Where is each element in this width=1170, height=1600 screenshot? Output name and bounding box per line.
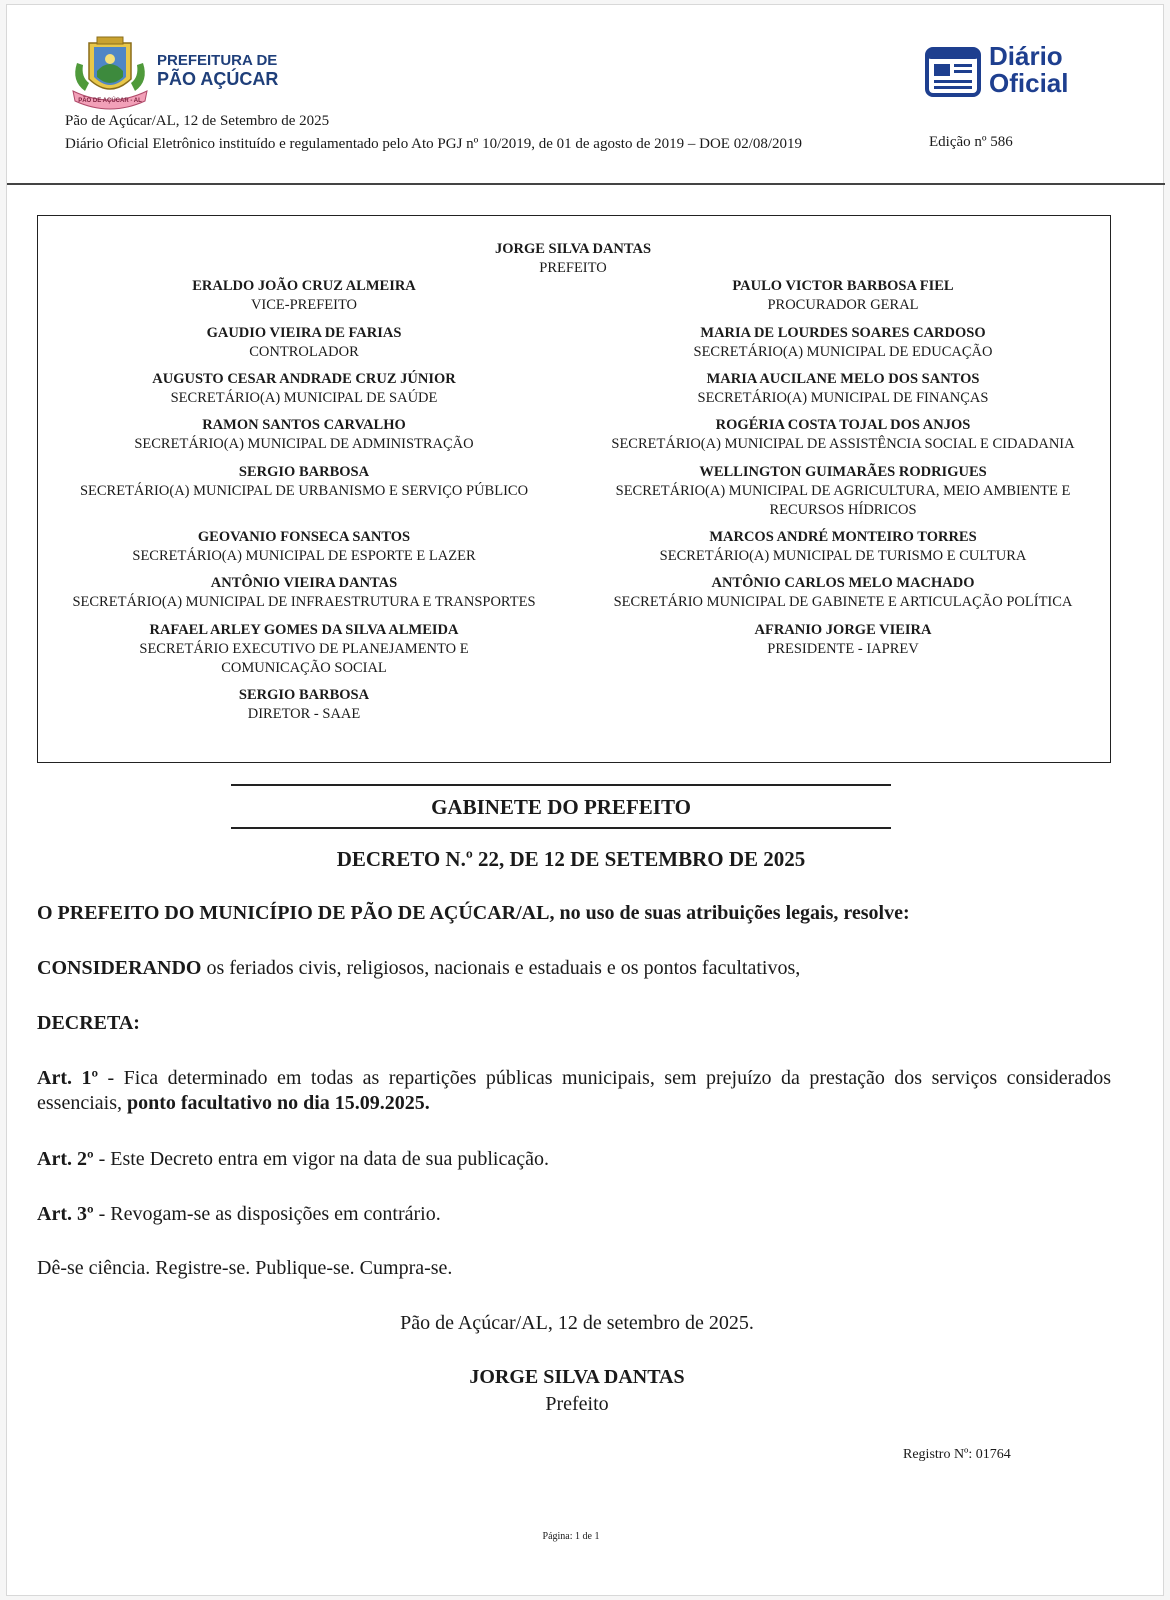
official-name: PAULO VICTOR BARBOSA FIEL — [732, 278, 954, 294]
official-name: MARIA DE LOURDES SOARES CARDOSO — [700, 325, 986, 341]
decreta-label: DECRETA: — [37, 1012, 140, 1034]
newspaper-icon — [925, 47, 981, 97]
official-name: GEOVANIO FONSECA SANTOS — [197, 529, 411, 545]
article-2-label: Art. 2º — [37, 1148, 94, 1170]
official-name: ERALDO JOÃO CRUZ ALMEIRA — [192, 278, 416, 294]
official-name: JORGE SILVA DANTAS — [494, 241, 652, 257]
section-rule-bottom — [231, 827, 891, 829]
official-right-3 — [578, 370, 1108, 408]
registro-number: Registro Nº: 01764 — [903, 1447, 1011, 1462]
official-name: MARCOS ANDRÉ MONTEIRO TORRES — [709, 529, 977, 545]
official-left-8 — [94, 621, 514, 678]
official-right-7 — [578, 574, 1108, 612]
prefeitura-line2: PÃO AÇÚCAR — [157, 69, 279, 89]
considerando-text: os feriados civis, religiosos, nacionais e estaduais e os pontos facultativos, — [201, 957, 801, 979]
official-role: PRESIDENTE - IAPREV — [767, 641, 919, 657]
section-title: GABINETE DO PREFEITO — [431, 795, 691, 819]
official-left-5 — [44, 463, 564, 501]
official-mayor — [318, 240, 828, 278]
diario-line1: Diário — [989, 41, 1063, 71]
considerando-paragraph — [37, 956, 1111, 981]
article-1-label: Art. 1º — [37, 1067, 99, 1089]
page-number: Página: 1 de 1 — [542, 1531, 600, 1542]
official-name: ROGÉRIA COSTA TOJAL DOS ANJOS — [715, 417, 971, 433]
header-info: Diário Oficial Eletrônico instituído e regulamentado pelo Ato PGJ nº 10/2019, de 01 de agosto de 2019 – DOE 02/08/2019 — [65, 136, 803, 152]
official-right-5 — [588, 463, 1098, 520]
official-right-8 — [578, 621, 1108, 659]
official-name: SERGIO BARBOSA — [238, 464, 370, 480]
official-left-9 — [44, 686, 564, 724]
official-left-6 — [44, 528, 564, 566]
official-role: SECRETÁRIO(A) MUNICIPAL DE ADMINISTRAÇÃO — [134, 436, 474, 452]
official-name: ANTÔNIO VIEIRA DANTAS — [210, 575, 398, 591]
official-right-1 — [578, 277, 1108, 315]
signer-role: Prefeito — [545, 1393, 609, 1415]
decree-title: DECRETO N.º 22, DE 12 DE SETEMBRO DE 2025 — [336, 847, 806, 871]
diario-line2: Oficial — [989, 68, 1069, 98]
official-role: SECRETÁRIO(A) MUNICIPAL DE ASSISTÊNCIA SOCIAL E CIDADANIA — [611, 436, 1075, 452]
official-role: SECRETÁRIO(A) MUNICIPAL DE TURISMO E CULTURA — [659, 548, 1027, 564]
closing-line: Dê-se ciência. Registre-se. Publique-se. Cumpra-se. — [37, 1257, 453, 1279]
official-left-2 — [44, 324, 564, 362]
article-1-bold: ponto facultativo no dia 15.09.2025. — [126, 1092, 430, 1114]
official-name: WELLINGTON GUIMARÃES RODRIGUES — [699, 464, 987, 480]
place-date: Pão de Açúcar/AL, 12 de setembro de 2025. — [400, 1312, 754, 1334]
official-name: RAMON SANTOS CARVALHO — [202, 417, 406, 433]
official-role: SECRETÁRIO(A) MUNICIPAL DE ESPORTE E LAZER — [132, 548, 476, 564]
article-2-text: - Este Decreto entra em vigor na data de sua publicação. — [93, 1148, 549, 1170]
official-role: SECRETÁRIO(A) MUNICIPAL DE SAÚDE — [170, 390, 438, 406]
article-3-text: - Revogam-se as disposições em contrário. — [93, 1203, 441, 1225]
official-role: SECRETÁRIO EXECUTIVO DE PLANEJAMENTO E COMUNICAÇÃO SOCIAL — [139, 641, 469, 676]
official-left-3 — [44, 370, 564, 408]
official-role: SECRETÁRIO(A) MUNICIPAL DE FINANÇAS — [697, 390, 989, 406]
article-3 — [37, 1202, 1111, 1227]
official-role: VICE-PREFEITO — [250, 297, 358, 313]
official-right-2 — [578, 324, 1108, 362]
decree-preamble: O PREFEITO DO MUNICÍPIO DE PÃO DE AÇÚCAR/AL, no uso de suas atribuições legais, resolve: — [37, 902, 910, 924]
official-name: RAFAEL ARLEY GOMES DA SILVA ALMEIDA — [149, 622, 459, 638]
official-role: SECRETÁRIO(A) MUNICIPAL DE URBANISMO E SERVIÇO PÚBLICO — [79, 483, 529, 499]
official-role: SECRETÁRIO(A) MUNICIPAL DE INFRAESTRUTURA E TRANSPORTES — [72, 594, 536, 610]
official-name: AUGUSTO CESAR ANDRADE CRUZ JÚNIOR — [152, 371, 456, 387]
official-name: SERGIO BARBOSA — [238, 687, 370, 703]
article-1 — [37, 1066, 1111, 1116]
official-right-6 — [578, 528, 1108, 566]
official-role: SECRETÁRIO MUNICIPAL DE GABINETE E ARTICULAÇÃO POLÍTICA — [613, 594, 1073, 610]
official-name: GAUDIO VIEIRA DE FARIAS — [206, 325, 402, 341]
official-role: SECRETÁRIO(A) MUNICIPAL DE EDUCAÇÃO — [693, 344, 993, 360]
signer-name: JORGE SILVA DANTAS — [469, 1366, 685, 1388]
official-name: ANTÔNIO CARLOS MELO MACHADO — [711, 575, 975, 591]
header-date: Pão de Açúcar/AL, 12 de Setembro de 2025 — [65, 113, 330, 129]
edition-number: Edição nº 586 — [929, 134, 1013, 150]
article-3-label: Art. 3º — [37, 1203, 94, 1225]
official-role: PROCURADOR GERAL — [767, 297, 919, 313]
header-divider — [7, 183, 1165, 185]
logo-ribbon-text: PÃO DE AÇÚCAR - AL — [78, 98, 142, 104]
official-role: PREFEITO — [539, 260, 607, 276]
officials-box — [37, 215, 1111, 763]
prefeitura-name — [157, 51, 278, 89]
official-role: DIRETOR - SAAE — [247, 706, 361, 722]
article-1-text: - Fica determinado em todas as repartições públicas municipais, sem prejuízo da prestação dos serviços considerados essenciais, — [37, 1067, 1111, 1114]
prefeitura-line1: PREFEITURA DE — [157, 52, 278, 69]
official-right-4 — [578, 416, 1108, 454]
article-2 — [37, 1147, 1111, 1172]
considerando-label: CONSIDERANDO — [37, 957, 202, 979]
official-role: CONTROLADOR — [249, 344, 359, 360]
coat-of-arms-logo — [67, 33, 153, 111]
official-left-4 — [44, 416, 564, 454]
official-name: MARIA AUCILANE MELO DOS SANTOS — [706, 371, 980, 387]
section-rule-top — [231, 784, 891, 786]
official-name: AFRANIO JORGE VIEIRA — [754, 622, 932, 638]
official-left-1 — [44, 277, 564, 315]
document-page — [6, 4, 1164, 1596]
official-left-7 — [44, 574, 564, 612]
official-role: SECRETÁRIO(A) MUNICIPAL DE AGRICULTURA, MEIO AMBIENTE E RECURSOS HÍDRICOS — [615, 483, 1071, 518]
diario-oficial-text — [989, 43, 1068, 97]
